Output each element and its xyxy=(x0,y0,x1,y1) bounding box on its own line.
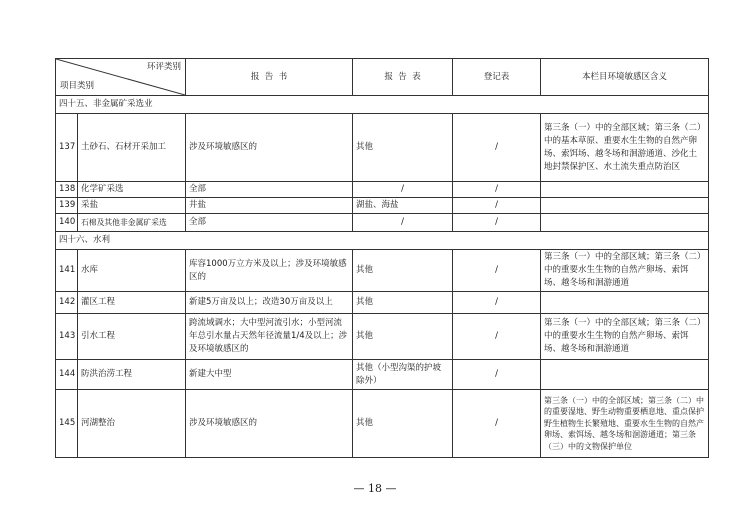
report-book-cell: 涉及环境敏感区的 xyxy=(186,114,353,182)
sensitive-area-cell: 第三条（一）中的全部区域；第三条（二）中的重要水生生物的自然产卵场、索饵场、越冬场和洄游通道 xyxy=(541,314,709,360)
registration-cell: / xyxy=(453,250,541,292)
report-form-cell: / xyxy=(353,182,453,198)
registration-cell: / xyxy=(453,360,541,390)
registration-cell: / xyxy=(453,390,541,458)
section-title-row xyxy=(56,232,709,250)
project-name: 灌区工程 xyxy=(78,292,186,314)
project-name: 水库 xyxy=(78,250,186,292)
row-number: 143 xyxy=(56,314,78,360)
header-row xyxy=(56,59,709,96)
report-form-cell: 其他 xyxy=(353,114,453,182)
table-row xyxy=(56,314,709,360)
diagonal-header-cell xyxy=(56,59,186,96)
project-name: 采盐 xyxy=(78,198,186,214)
row-number: 141 xyxy=(56,250,78,292)
report-book-cell: 涉及环境敏感区的 xyxy=(186,390,353,458)
section-title: 四十六、水利 xyxy=(56,232,709,250)
registration-cell: / xyxy=(453,292,541,314)
project-name: 河湖整治 xyxy=(78,390,186,458)
report-book-cell: 全部 xyxy=(186,182,353,198)
col-report-book: 报 告 书 xyxy=(186,59,353,96)
row-number: 137 xyxy=(56,114,78,182)
row-number: 142 xyxy=(56,292,78,314)
row-number: 140 xyxy=(56,214,78,232)
sensitive-area-cell xyxy=(541,182,709,198)
col-report-form: 报 告 表 xyxy=(353,59,453,96)
report-form-cell: 其他 xyxy=(353,314,453,360)
project-name: 引水工程 xyxy=(78,314,186,360)
project-name: 土砂石、石材开采加工 xyxy=(78,114,186,182)
registration-cell: / xyxy=(453,314,541,360)
table-row xyxy=(56,360,709,390)
classification-table xyxy=(55,58,709,458)
report-form-cell: 其他 xyxy=(353,250,453,292)
report-form-cell: 其他 xyxy=(353,390,453,458)
table-row xyxy=(56,250,709,292)
sensitive-area-cell: 第三条（一）中的全部区域；第三条（二）中的重要湿地、野生动物重要栖息地、重点保护野生植物生长繁殖地、重要水生生物的自然产卵场、索饵场、越冬场和洄游通道；第三条（三）中的文物保护单位 xyxy=(541,390,709,458)
table-row xyxy=(56,214,709,232)
sensitive-area-cell xyxy=(541,360,709,390)
page-number: — 18 — xyxy=(353,482,397,495)
table-row xyxy=(56,390,709,458)
col-registration: 登记表 xyxy=(453,59,541,96)
sensitive-area-cell xyxy=(541,214,709,232)
project-name: 防洪治涝工程 xyxy=(78,360,186,390)
report-form-cell: 其他 xyxy=(353,292,453,314)
registration-cell: / xyxy=(453,214,541,232)
section-45 xyxy=(56,96,709,232)
report-book-cell: 新建5万亩及以上；改造30万亩及以上 xyxy=(186,292,353,314)
report-book-cell: 新建大中型 xyxy=(186,360,353,390)
table-row xyxy=(56,114,709,182)
table-row xyxy=(56,182,709,198)
report-form-cell: / xyxy=(353,214,453,232)
report-book-cell: 跨流域调水；大中型河流引水；小型河流年总引水量占天然年径流量1/4及以上；涉及环境敏感区的 xyxy=(186,314,353,360)
row-number: 139 xyxy=(56,198,78,214)
report-form-cell: 湖盐、海盐 xyxy=(353,198,453,214)
table-row xyxy=(56,198,709,214)
col-sensitive-area: 本栏目环境敏感区含义 xyxy=(541,59,709,96)
table-row xyxy=(56,292,709,314)
row-number: 145 xyxy=(56,390,78,458)
row-number: 144 xyxy=(56,360,78,390)
report-book-cell: 全部 xyxy=(186,214,353,232)
registration-cell: / xyxy=(453,198,541,214)
report-form-cell: 其他（小型沟渠的护坡除外） xyxy=(353,360,453,390)
row-number: 138 xyxy=(56,182,78,198)
diag-bottom-label: 项目类别 xyxy=(60,81,95,91)
sensitive-area-cell: 第三条（一）中的全部区域；第三条（二）中的基本草原、重要水生生物的自然产卵场、索饵场、越冬场和洄游通道、沙化土地封禁保护区、水土流失重点防治区 xyxy=(541,114,709,182)
project-name: 石棉及其他非金属矿采选 xyxy=(78,214,186,232)
section-title-row xyxy=(56,96,709,114)
sensitive-area-cell xyxy=(541,292,709,314)
project-name: 化学矿采选 xyxy=(78,182,186,198)
diag-top-label: 环评类别 xyxy=(146,62,181,72)
registration-cell: / xyxy=(453,114,541,182)
registration-cell: / xyxy=(453,182,541,198)
sensitive-area-cell: 第三条（一）中的全部区域；第三条（二）中的重要水生生物的自然产卵场、索饵场、越冬场和洄游通道 xyxy=(541,250,709,292)
report-book-cell: 库容1000万立方米及以上；涉及环境敏感区的 xyxy=(186,250,353,292)
section-title: 四十五、非金属矿采选业 xyxy=(56,96,709,114)
report-book-cell: 井盐 xyxy=(186,198,353,214)
sensitive-area-cell xyxy=(541,198,709,214)
section-46 xyxy=(56,232,709,458)
